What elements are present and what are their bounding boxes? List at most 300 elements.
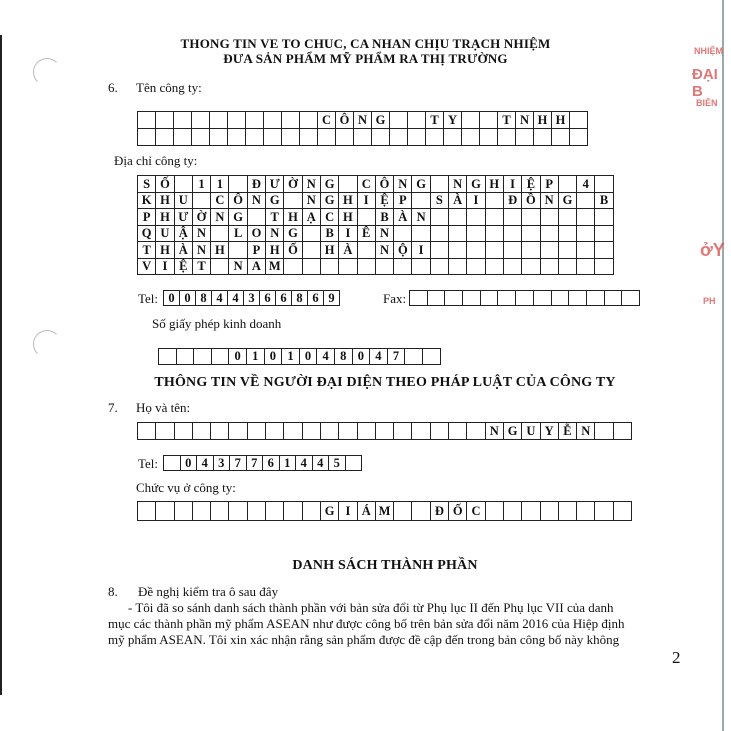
letter-box: [449, 242, 467, 259]
letter-box: [504, 502, 522, 521]
letter-box: Ố: [449, 502, 467, 521]
letter-box: [358, 242, 376, 259]
stamp-text-2: ĐẠI B: [692, 66, 718, 100]
letter-box: 4: [228, 291, 244, 306]
letter-box: [300, 112, 318, 129]
letter-box: H: [156, 209, 174, 226]
letter-box: Ậ: [175, 226, 193, 243]
letter-box: 0: [229, 349, 247, 365]
letter-box: G: [504, 423, 522, 440]
letter-box: [504, 259, 522, 276]
letter-box: [175, 502, 193, 521]
letter-box: C: [318, 112, 336, 129]
letter-box: N: [354, 112, 372, 129]
letter-box: [246, 129, 264, 146]
letter-box: 4: [370, 349, 388, 365]
letter-box: [394, 259, 412, 276]
letter-box: [614, 502, 632, 521]
letter-box: [462, 112, 480, 129]
letter-box: G: [321, 502, 339, 521]
letter-box: 0: [180, 291, 196, 306]
company-name-label: Tên công ty:: [136, 80, 202, 95]
letter-box: B: [376, 209, 394, 226]
letter-box: U: [156, 226, 174, 243]
letter-box: [444, 129, 462, 146]
letter-box: Y: [541, 423, 559, 440]
letter-box: [358, 423, 376, 440]
letter-box: G: [467, 176, 485, 193]
letter-box: H: [339, 209, 357, 226]
letter-box: À: [339, 242, 357, 259]
letter-box: Ê: [358, 226, 376, 243]
letter-box: C: [358, 176, 376, 193]
letter-box: [486, 242, 504, 259]
letter-box: [541, 242, 559, 259]
letter-box: [595, 209, 613, 226]
letter-box: [449, 259, 467, 276]
letter-box: [193, 502, 211, 521]
letter-box: S: [138, 176, 156, 193]
letter-box: [211, 502, 229, 521]
letter-box: 7: [388, 349, 406, 365]
letter-box: [228, 129, 246, 146]
letter-box: N: [266, 226, 284, 243]
letter-box: Ô: [336, 112, 354, 129]
letter-box: [462, 129, 480, 146]
letter-box: [284, 502, 302, 521]
representative-name-grid: [137, 422, 632, 440]
letter-box: 4: [296, 456, 313, 471]
letter-box: [284, 423, 302, 440]
letter-box: [426, 129, 444, 146]
company-address-label: Địa chỉ công ty:: [114, 153, 198, 168]
letter-box: [175, 423, 193, 440]
letter-box: 0: [265, 349, 283, 365]
letter-box: Ạ: [303, 209, 321, 226]
letter-box: [577, 193, 595, 210]
letter-box: [541, 259, 559, 276]
letter-box: 6: [308, 291, 324, 306]
letter-box: [211, 226, 229, 243]
company-name-grid: [137, 111, 588, 146]
letter-box: [522, 209, 540, 226]
letter-box: [559, 502, 577, 521]
letter-box: M: [266, 259, 284, 276]
letter-box: [192, 112, 210, 129]
letter-box: [595, 502, 613, 521]
letter-box: [229, 423, 247, 440]
letter-box: [431, 423, 449, 440]
letter-box: [156, 423, 174, 440]
letter-box: [372, 129, 390, 146]
letter-box: N: [229, 259, 247, 276]
letter-box: [605, 291, 623, 306]
letter-box: 8: [292, 291, 308, 306]
letter-box: [449, 423, 467, 440]
position-grid: [137, 501, 632, 521]
letter-box: Đ: [248, 176, 266, 193]
letter-box: N: [193, 242, 211, 259]
letter-box: [577, 242, 595, 259]
letter-box: [534, 129, 552, 146]
letter-box: [229, 502, 247, 521]
letter-box: [577, 259, 595, 276]
letter-box: [210, 112, 228, 129]
letter-box: [284, 193, 302, 210]
letter-box: [211, 259, 229, 276]
letter-box: N: [412, 209, 430, 226]
letter-box: [339, 423, 357, 440]
letter-box: V: [138, 259, 156, 276]
letter-box: Ờ: [193, 209, 211, 226]
letter-box: I: [412, 242, 430, 259]
representative-section-title: THÔNG TIN VỀ NGƯỜI ĐẠI DIỆN THEO PHÁP LUẬT CỦA CÔNG TY: [154, 375, 616, 390]
letter-box: T: [266, 209, 284, 226]
letter-box: C: [467, 502, 485, 521]
letter-box: [467, 259, 485, 276]
letter-box: C: [321, 209, 339, 226]
letter-box: T: [498, 112, 516, 129]
letter-box: Ệ: [175, 259, 193, 276]
stamp-text-3: BIÊN: [696, 98, 718, 108]
letter-box: Ệ: [376, 193, 394, 210]
letter-box: [282, 112, 300, 129]
letter-box: À: [175, 242, 193, 259]
letter-box: Q: [138, 226, 156, 243]
letter-box: [595, 423, 613, 440]
declaration-line-2: mục các thành phần mỹ phẩm ASEAN như được công bố trên bản sửa đổi năm 2016 của Hiệp định: [108, 616, 625, 631]
letter-box: Ư: [175, 209, 193, 226]
declaration-line-1: - Tôi đã so sánh danh sách thành phần với bản sửa đổi từ Phụ lục II đến Phụ lục VII của danh: [128, 600, 614, 615]
letter-box: [138, 129, 156, 146]
letter-box: T: [193, 259, 211, 276]
punch-hole-middle: [33, 330, 61, 358]
letter-box: [410, 291, 428, 306]
letter-box: [412, 193, 430, 210]
letter-box: 1: [282, 349, 300, 365]
letter-box: [211, 423, 229, 440]
letter-box: 6: [260, 291, 276, 306]
section-7-number: 7.: [108, 400, 118, 415]
letter-box: [480, 129, 498, 146]
letter-box: 1: [280, 456, 297, 471]
letter-box: [408, 112, 426, 129]
letter-box: 4: [577, 176, 595, 193]
letter-box: Á: [358, 502, 376, 521]
letter-box: 4: [197, 456, 214, 471]
letter-box: Ộ: [394, 242, 412, 259]
letter-box: N: [449, 176, 467, 193]
letter-box: [481, 291, 499, 306]
letter-box: M: [376, 502, 394, 521]
representative-tel-grid: [163, 455, 362, 471]
letter-box: [486, 209, 504, 226]
letter-box: [303, 502, 321, 521]
letter-box: [193, 193, 211, 210]
letter-box: [570, 112, 588, 129]
letter-box: N: [541, 193, 559, 210]
letter-box: [486, 226, 504, 243]
letter-box: [431, 259, 449, 276]
letter-box: [504, 209, 522, 226]
letter-box: H: [339, 193, 357, 210]
letter-box: 4: [212, 291, 228, 306]
letter-box: [210, 129, 228, 146]
letter-box: [228, 112, 246, 129]
letter-box: [504, 226, 522, 243]
letter-box: [570, 129, 588, 146]
letter-box: [394, 226, 412, 243]
letter-box: [408, 129, 426, 146]
letter-box: H: [266, 242, 284, 259]
letter-box: [138, 502, 156, 521]
letter-box: [212, 349, 230, 365]
letter-box: H: [156, 193, 174, 210]
letter-box: H: [211, 242, 229, 259]
letter-box: H: [552, 112, 570, 129]
letter-box: Ô: [229, 193, 247, 210]
letter-box: U: [175, 193, 193, 210]
letter-box: Y: [444, 112, 462, 129]
letter-box: Đ: [504, 193, 522, 210]
letter-box: [541, 502, 559, 521]
letter-box: [467, 226, 485, 243]
representative-tel-label: Tel:: [138, 456, 159, 471]
letter-box: N: [394, 176, 412, 193]
letter-box: [303, 259, 321, 276]
letter-box: A: [248, 259, 266, 276]
letter-box: Ô: [376, 176, 394, 193]
letter-box: [559, 259, 577, 276]
section-6-number: 6.: [108, 80, 118, 95]
letter-box: [346, 456, 363, 471]
letter-box: B: [595, 193, 613, 210]
letter-box: [486, 502, 504, 521]
letter-box: 6: [276, 291, 292, 306]
section-8-number: 8.: [108, 584, 118, 599]
letter-box: [552, 129, 570, 146]
letter-box: [614, 423, 632, 440]
letter-box: [321, 423, 339, 440]
letter-box: [522, 259, 540, 276]
letter-box: [559, 242, 577, 259]
letter-box: [577, 502, 595, 521]
letter-box: [303, 226, 321, 243]
letter-box: Ố: [156, 176, 174, 193]
letter-box: [534, 291, 552, 306]
letter-box: [248, 209, 266, 226]
letter-box: I: [467, 193, 485, 210]
letter-box: [246, 112, 264, 129]
letter-box: H: [321, 242, 339, 259]
letter-box: [194, 349, 212, 365]
letter-box: G: [229, 209, 247, 226]
letter-box: [467, 209, 485, 226]
letter-box: [595, 226, 613, 243]
letter-box: [264, 112, 282, 129]
header-line-1: THONG TIN VE TO CHUC, CA NHAN CHỊU TRẠCH NHIỆM: [180, 36, 551, 51]
letter-box: [449, 226, 467, 243]
letter-box: 3: [214, 456, 231, 471]
letter-box: 9: [324, 291, 340, 306]
letter-box: N: [516, 112, 534, 129]
letter-box: U: [522, 423, 540, 440]
letter-box: N: [376, 242, 394, 259]
letter-box: Ễ: [559, 423, 577, 440]
letter-box: [522, 226, 540, 243]
letter-box: [376, 259, 394, 276]
letter-box: Ư: [266, 176, 284, 193]
letter-box: T: [426, 112, 444, 129]
letter-box: [504, 242, 522, 259]
business-license-grid: [158, 348, 441, 365]
letter-box: S: [431, 193, 449, 210]
letter-box: [229, 242, 247, 259]
letter-box: [595, 259, 613, 276]
letter-box: [177, 349, 195, 365]
letter-box: [390, 112, 408, 129]
letter-box: I: [339, 226, 357, 243]
letter-box: N: [193, 226, 211, 243]
letter-box: [449, 209, 467, 226]
letter-box: G: [412, 176, 430, 193]
letter-box: Ồ: [522, 193, 540, 210]
letter-box: 7: [247, 456, 264, 471]
letter-box: [431, 242, 449, 259]
letter-box: I: [156, 259, 174, 276]
letter-box: N: [248, 193, 266, 210]
letter-box: [486, 259, 504, 276]
ingredients-section-title: DANH SÁCH THÀNH PHẦN: [292, 558, 478, 573]
letter-box: [248, 423, 266, 440]
letter-box: [467, 242, 485, 259]
letter-box: N: [303, 176, 321, 193]
letter-box: I: [339, 502, 357, 521]
letter-box: 4: [317, 349, 335, 365]
letter-box: [303, 423, 321, 440]
letter-box: [156, 502, 174, 521]
letter-box: G: [372, 112, 390, 129]
letter-box: [174, 129, 192, 146]
company-address-grid: [137, 175, 614, 275]
letter-box: [318, 129, 336, 146]
letter-box: [559, 176, 577, 193]
letter-box: T: [138, 242, 156, 259]
letter-box: [412, 226, 430, 243]
letter-box: [522, 242, 540, 259]
letter-box: [300, 129, 318, 146]
letter-box: 1: [247, 349, 265, 365]
letter-box: À: [394, 209, 412, 226]
letter-box: [156, 112, 174, 129]
letter-box: [622, 291, 640, 306]
letter-box: N: [486, 423, 504, 440]
letter-box: K: [138, 193, 156, 210]
letter-box: [358, 259, 376, 276]
letter-box: 3: [244, 291, 260, 306]
letter-box: [193, 423, 211, 440]
letter-box: [339, 259, 357, 276]
letter-box: [577, 226, 595, 243]
letter-box: N: [211, 209, 229, 226]
letter-box: [248, 502, 266, 521]
letter-box: [264, 129, 282, 146]
letter-box: P: [394, 193, 412, 210]
letter-box: [336, 129, 354, 146]
letter-box: I: [358, 193, 376, 210]
stamp-text-1: NHIỆM: [694, 46, 723, 56]
letter-box: [498, 129, 516, 146]
stamp-text-4: ởY: [700, 240, 725, 260]
letter-box: [480, 112, 498, 129]
letter-box: H: [534, 112, 552, 129]
letter-box: [354, 129, 372, 146]
letter-box: G: [321, 176, 339, 193]
letter-box: [174, 112, 192, 129]
letter-box: H: [284, 209, 302, 226]
letter-box: [164, 456, 181, 471]
company-fax-grid: [409, 290, 640, 306]
letter-box: 5: [329, 456, 346, 471]
letter-box: 0: [181, 456, 198, 471]
letter-box: [358, 209, 376, 226]
letter-box: [595, 176, 613, 193]
fax-label: Fax:: [383, 291, 407, 306]
scan-edge-right: [722, 0, 724, 731]
letter-box: [587, 291, 605, 306]
letter-box: [412, 502, 430, 521]
letter-box: [431, 226, 449, 243]
letter-box: G: [284, 226, 302, 243]
letter-box: B: [321, 226, 339, 243]
letter-box: [552, 291, 570, 306]
letter-box: 0: [164, 291, 180, 306]
letter-box: [394, 502, 412, 521]
letter-box: 8: [335, 349, 353, 365]
check-box-instruction: Đề nghị kiểm tra ô sau đây: [138, 584, 279, 599]
letter-box: [159, 349, 177, 365]
stamp-text-5: PH: [703, 296, 716, 306]
letter-box: [541, 226, 559, 243]
scan-edge-left: [0, 35, 2, 695]
letter-box: [428, 291, 446, 306]
letter-box: [569, 291, 587, 306]
letter-box: P: [248, 242, 266, 259]
letter-box: C: [211, 193, 229, 210]
letter-box: H: [156, 242, 174, 259]
letter-box: [339, 176, 357, 193]
letter-box: [559, 209, 577, 226]
letter-box: P: [138, 209, 156, 226]
letter-box: Ệ: [522, 176, 540, 193]
letter-box: Ờ: [284, 176, 302, 193]
letter-box: [467, 423, 485, 440]
letter-box: [577, 209, 595, 226]
letter-box: [175, 176, 193, 193]
tel-label: Tel:: [138, 291, 159, 306]
letter-box: [138, 112, 156, 129]
header-line-2: ĐƯA SẢN PHẨM MỸ PHẨM RA THỊ TRƯỜNG: [223, 51, 508, 66]
letter-box: [541, 209, 559, 226]
letter-box: G: [321, 193, 339, 210]
letter-box: [498, 291, 516, 306]
letter-box: 7: [230, 456, 247, 471]
letter-box: N: [303, 193, 321, 210]
letter-box: G: [559, 193, 577, 210]
letter-box: N: [376, 226, 394, 243]
letter-box: [229, 176, 247, 193]
letter-box: [282, 129, 300, 146]
